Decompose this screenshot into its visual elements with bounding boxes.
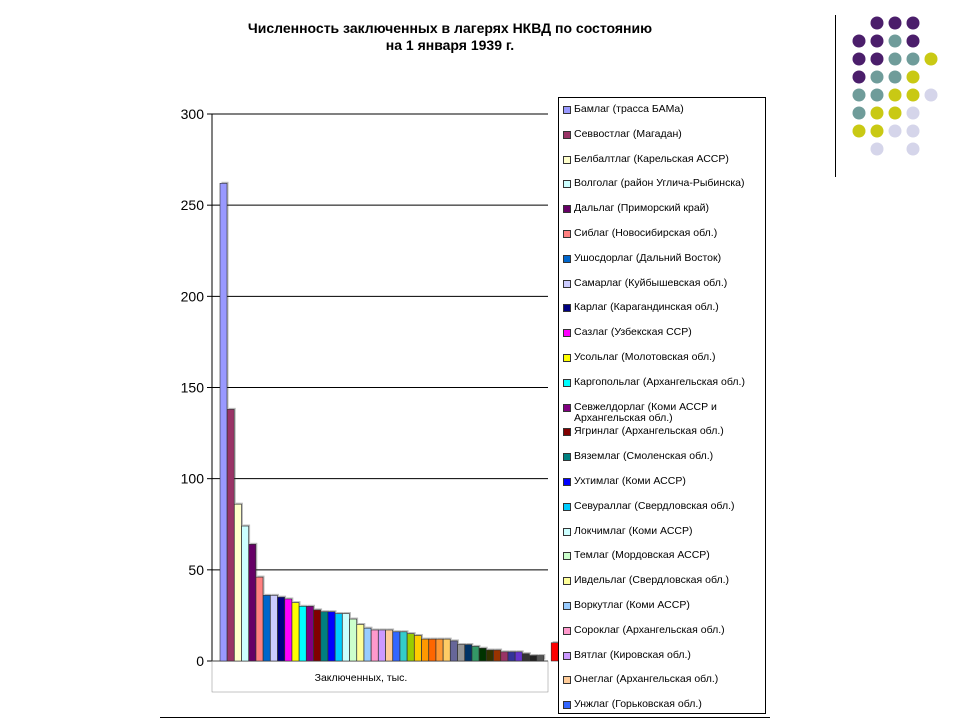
legend-label: Онеглаг (Архангельская обл.) xyxy=(574,673,719,686)
bar-1 xyxy=(227,409,234,661)
bar-24 xyxy=(393,632,400,661)
dot-lime xyxy=(853,125,866,138)
y-tick-label: 0 xyxy=(196,653,204,669)
bar-35 xyxy=(472,646,479,661)
bar-0 xyxy=(220,183,227,661)
dot-lavender xyxy=(907,107,920,120)
bar-43 xyxy=(530,656,537,661)
dot-purple xyxy=(907,35,920,48)
bar-19 xyxy=(357,625,364,661)
dot-teal xyxy=(871,89,884,102)
divider-line-horizontal xyxy=(160,717,770,718)
dot-lime xyxy=(871,107,884,120)
bar-27 xyxy=(414,635,421,661)
bar-42 xyxy=(522,654,529,661)
bar-13 xyxy=(314,610,321,661)
legend-label: Унжлаг (Горьковская обл.) xyxy=(574,698,702,711)
bar-38 xyxy=(494,650,501,661)
legend-label: Белбалтлаг (Карельская АССР) xyxy=(574,152,729,165)
bar-34 xyxy=(465,645,472,661)
grid-lines xyxy=(212,114,548,570)
legend-swatch xyxy=(563,676,571,684)
legend-swatch xyxy=(563,354,571,362)
decorative-dots xyxy=(850,14,950,164)
bar-18 xyxy=(350,619,357,661)
legend-swatch xyxy=(563,577,571,585)
legend-label: Волголаг (район Углича-Рыбинска) xyxy=(574,177,745,190)
legend-label: Севвостлаг (Магадан) xyxy=(574,127,682,140)
legend-swatch xyxy=(563,453,571,461)
bar-39 xyxy=(501,652,508,661)
dot-purple xyxy=(853,35,866,48)
dot-lavender xyxy=(871,143,884,156)
bar-11 xyxy=(299,606,306,661)
dot-teal xyxy=(889,53,902,66)
dot-lavender xyxy=(925,89,938,102)
dot-lime xyxy=(925,53,938,66)
legend-swatch xyxy=(563,701,571,709)
bar-29 xyxy=(429,639,436,661)
legend-swatch xyxy=(563,552,571,560)
bar-31 xyxy=(443,639,450,661)
legend-label: Воркутлаг (Коми АССР) xyxy=(574,599,690,611)
dot-teal xyxy=(853,107,866,120)
bar-3 xyxy=(242,526,249,661)
bar-40 xyxy=(508,652,515,661)
bar-5 xyxy=(256,577,263,661)
bar-21 xyxy=(371,630,378,661)
dot-teal xyxy=(889,35,902,48)
legend-label: Дальлаг (Приморский край) xyxy=(574,202,710,215)
dot-lime xyxy=(871,125,884,138)
bar-8 xyxy=(278,597,285,661)
bar-9 xyxy=(285,599,292,661)
legend-swatch xyxy=(563,478,571,486)
y-tick-label: 200 xyxy=(180,288,204,305)
dot-purple xyxy=(871,35,884,48)
legend-label: Бамлаг (трасса БАМа) xyxy=(574,103,684,115)
legend-label: Самарлаг (Куйбышевская обл.) xyxy=(574,276,728,289)
dot-lavender xyxy=(889,125,902,138)
dot-teal xyxy=(907,53,920,66)
legend-swatch xyxy=(563,428,571,436)
y-tick-label: 100 xyxy=(180,470,204,487)
dot-purple xyxy=(871,53,884,66)
bar-23 xyxy=(386,630,393,661)
bar-41 xyxy=(515,652,522,661)
bar-16 xyxy=(335,614,342,661)
legend-label: Сороклаг (Архангельская обл.) xyxy=(574,623,725,636)
dot-lime xyxy=(889,107,902,120)
legend-swatch xyxy=(563,280,571,288)
bar-7 xyxy=(270,595,277,661)
bar-20 xyxy=(364,628,371,661)
legend-label: Темлаг (Мордовская АССР) xyxy=(574,549,710,562)
legend-swatch xyxy=(563,230,571,238)
bar-6 xyxy=(263,595,270,661)
bar-30 xyxy=(436,639,443,661)
legend-label: Сазлаг (Узбекская ССР) xyxy=(574,326,692,339)
dot-purple xyxy=(889,17,902,30)
y-tick-label: 250 xyxy=(180,197,204,214)
legend-label: Каргопольлаг (Архангельская обл.) xyxy=(574,375,745,388)
legend-label: Карлаг (Карагандинская обл.) xyxy=(574,301,719,314)
legend-label: Севураллаг (Свердловская обл.) xyxy=(574,499,735,512)
bar-22 xyxy=(378,630,385,661)
dot-lime xyxy=(907,89,920,102)
dot-lime xyxy=(889,89,902,102)
divider-line-vertical xyxy=(835,15,836,177)
bar-26 xyxy=(407,634,414,661)
dot-purple xyxy=(871,17,884,30)
legend-label: Локчимлаг (Коми АССР) xyxy=(574,524,693,537)
bars xyxy=(220,182,560,661)
legend-label: Ушосдорлаг (Дальний Восток) xyxy=(574,251,722,264)
dot-lavender xyxy=(907,125,920,138)
legend-swatch xyxy=(563,156,571,164)
bar-33 xyxy=(458,645,465,661)
legend-label: Севжелдорлаг (Коми АССР и Архангельская обл.) xyxy=(574,400,717,424)
dot-teal xyxy=(889,71,902,84)
bar-14 xyxy=(321,612,328,661)
bar-10 xyxy=(292,603,299,661)
dot-lime xyxy=(907,71,920,84)
y-tick-label: 150 xyxy=(180,379,204,396)
legend-swatch xyxy=(563,131,571,139)
legend-label: Ухтимлаг (Коми АССР) xyxy=(574,475,686,487)
legend-label: Вятлаг (Кировская обл.) xyxy=(574,648,691,661)
y-tick-label: 50 xyxy=(188,561,204,578)
dot-teal xyxy=(871,71,884,84)
dot-purple xyxy=(907,17,920,30)
legend-swatch xyxy=(563,404,571,412)
bar-37 xyxy=(486,650,493,661)
legend-swatch xyxy=(563,205,571,213)
bar-32 xyxy=(450,641,457,661)
legend-swatch xyxy=(563,503,571,511)
bar-2 xyxy=(234,504,241,661)
bar-36 xyxy=(479,648,486,661)
legend-label: Вяземлаг (Смоленская обл.) xyxy=(574,450,714,463)
bar-4 xyxy=(249,544,256,661)
legend-swatch xyxy=(563,180,571,188)
legend-swatch xyxy=(563,652,571,660)
legend-swatch xyxy=(563,106,571,114)
legend-swatch xyxy=(563,329,571,337)
bar-28 xyxy=(422,639,429,661)
dot-teal xyxy=(853,89,866,102)
legend-label: Ягринлаг (Архангельская обл.) xyxy=(574,425,724,438)
legend-swatch xyxy=(563,379,571,387)
legend-label: Сиблаг (Новосибирская обл.) xyxy=(574,227,718,239)
dot-purple xyxy=(853,53,866,66)
chart-legend xyxy=(558,97,766,714)
bar-12 xyxy=(306,606,313,661)
y-tick-label: 300 xyxy=(180,106,204,122)
legend-label: Усольлаг (Молотовская обл.) xyxy=(574,351,716,363)
bar-17 xyxy=(342,614,349,661)
legend-swatch xyxy=(563,602,571,610)
dot-lavender xyxy=(907,143,920,156)
bar-25 xyxy=(400,632,407,661)
legend-swatch xyxy=(563,528,571,536)
dot-purple xyxy=(853,71,866,84)
legend-swatch xyxy=(563,255,571,263)
chart-title-line-1: Численность заключенных в лагерях НКВД по состоянию xyxy=(247,20,653,36)
chart-title-line-2: на 1 января 1939 г. xyxy=(385,37,515,53)
x-axis-label: Заключенных, тыс. xyxy=(314,672,408,684)
legend-swatch xyxy=(563,627,571,635)
bar-44 xyxy=(537,656,544,661)
legend-label: Ивдельлаг (Свердловская обл.) xyxy=(574,574,730,587)
bar-15 xyxy=(328,612,335,661)
legend-swatch xyxy=(563,304,571,312)
